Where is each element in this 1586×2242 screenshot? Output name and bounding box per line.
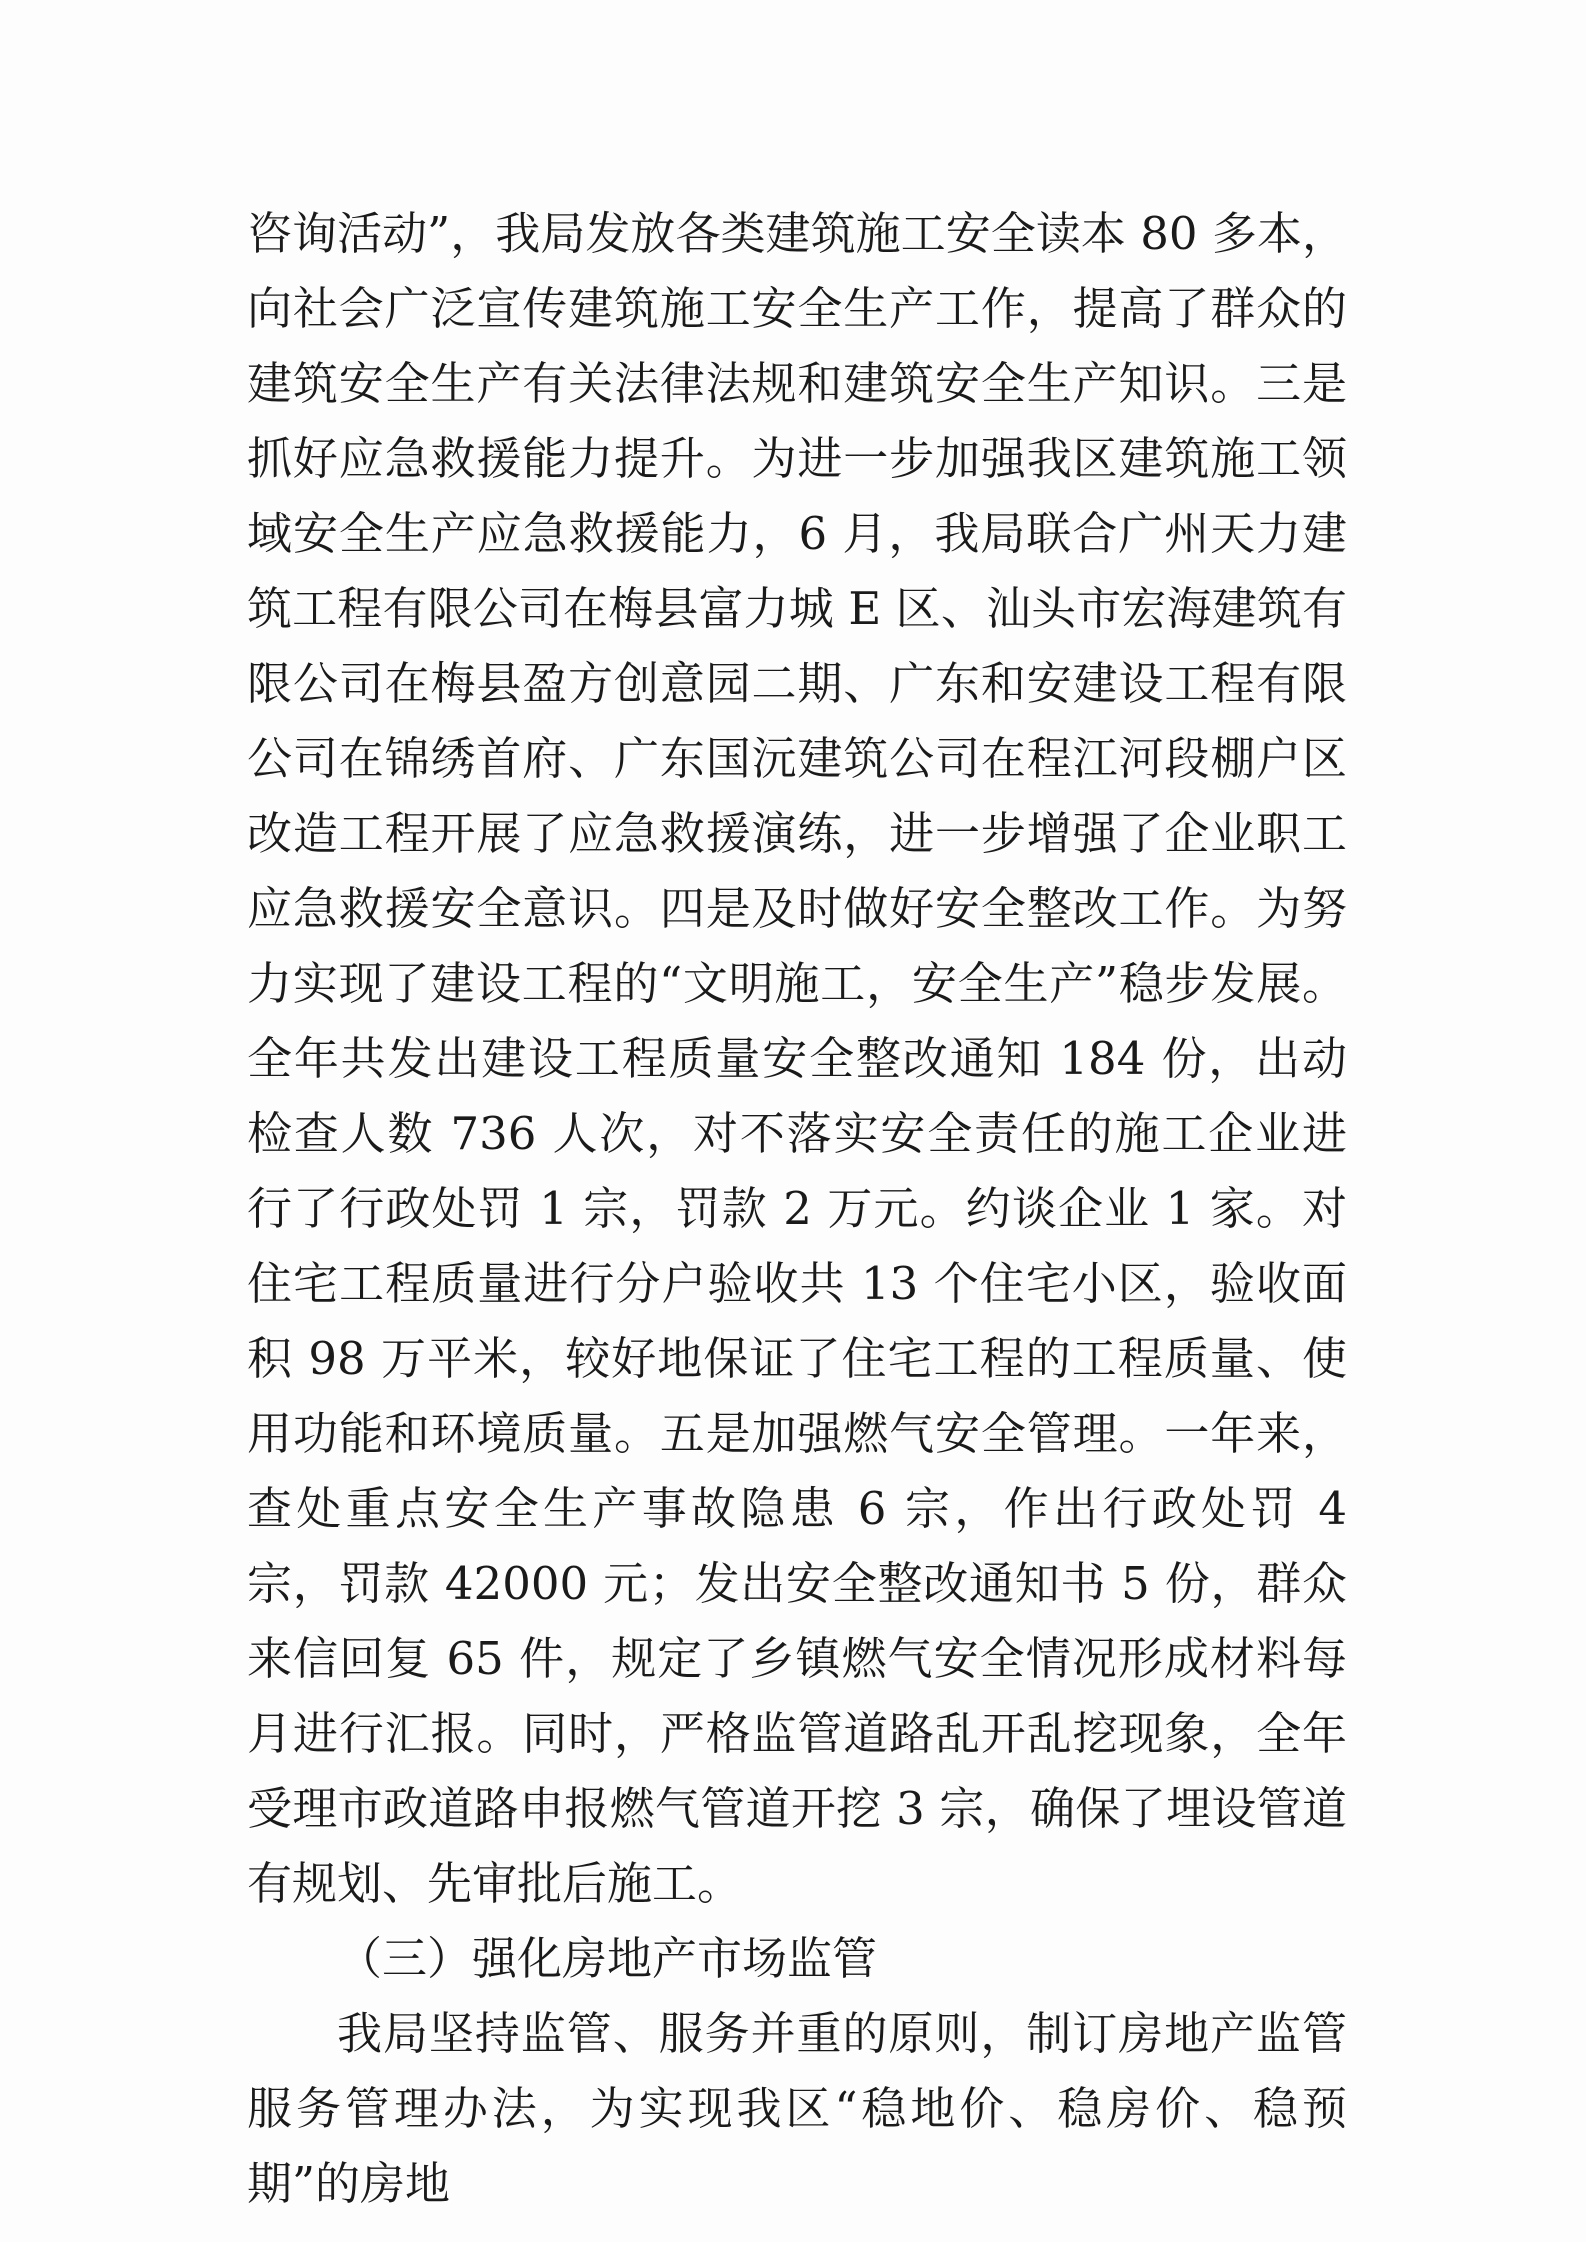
- body-paragraph-continuation: 咨询活动”，我局发放各类建筑施工安全读本 80 多本，向社会广泛宣传建筑施工安全生产工作，提高了群众的建筑安全生产有关法律法规和建筑安全生产知识。三是抓好应急救援能力提升。为进一步加强我区建筑施工领域安全生产应急救援能力，6 月，我局联合广州天力建筑工程有限公司在梅县富力城 E 区、汕头市宏海建筑有限公司在梅县盈方创意园二期、广东和安建设工程有限公司在锦绣首府、广东国沅建筑公司在程江河段棚户区改造工程开展了应急救援演练，进一步增强了企业职工应急救援安全意识。四是及时做好安全整改工作。为努力实现了建设工程的“文明施工，安全生产”稳步发展。全年共发出建设工程质量安全整改通知 184 份，出动检查人数 736 人次，对不落实安全责任的施工企业进行了行政处罚 1 宗，罚款 2 万元。约谈企业 1 家。对住宅工程质量进行分户验收共 13 个住宅小区，验收面积 98 万平米，较好地保证了住宅工程的工程质量、使用功能和环境质量。五是加强燃气安全管理。一年来，查处重点安全生产事故隐患 6 宗，作出行政处罚 4 宗，罚款 42000 元；发出安全整改通知书 5 份，群众来信回复 65 件，规定了乡镇燃气安全情况形成材料每月进行汇报。同时，严格监管道路乱开乱挖现象，全年受理市政道路申报燃气管道开挖 3 宗，确保了埋设管道有规划、先审批后施工。: [247, 207, 1347, 1910]
- body-paragraph-section: 我局坚持监管、服务并重的原则，制订房地产监管服务管理办法，为实现我区“稳地价、稳房价、稳预期”的房地: [247, 2007, 1347, 2210]
- section-heading: （三）强化房地产市场监管: [337, 1932, 878, 1985]
- document-body: [247, 196, 1347, 2221]
